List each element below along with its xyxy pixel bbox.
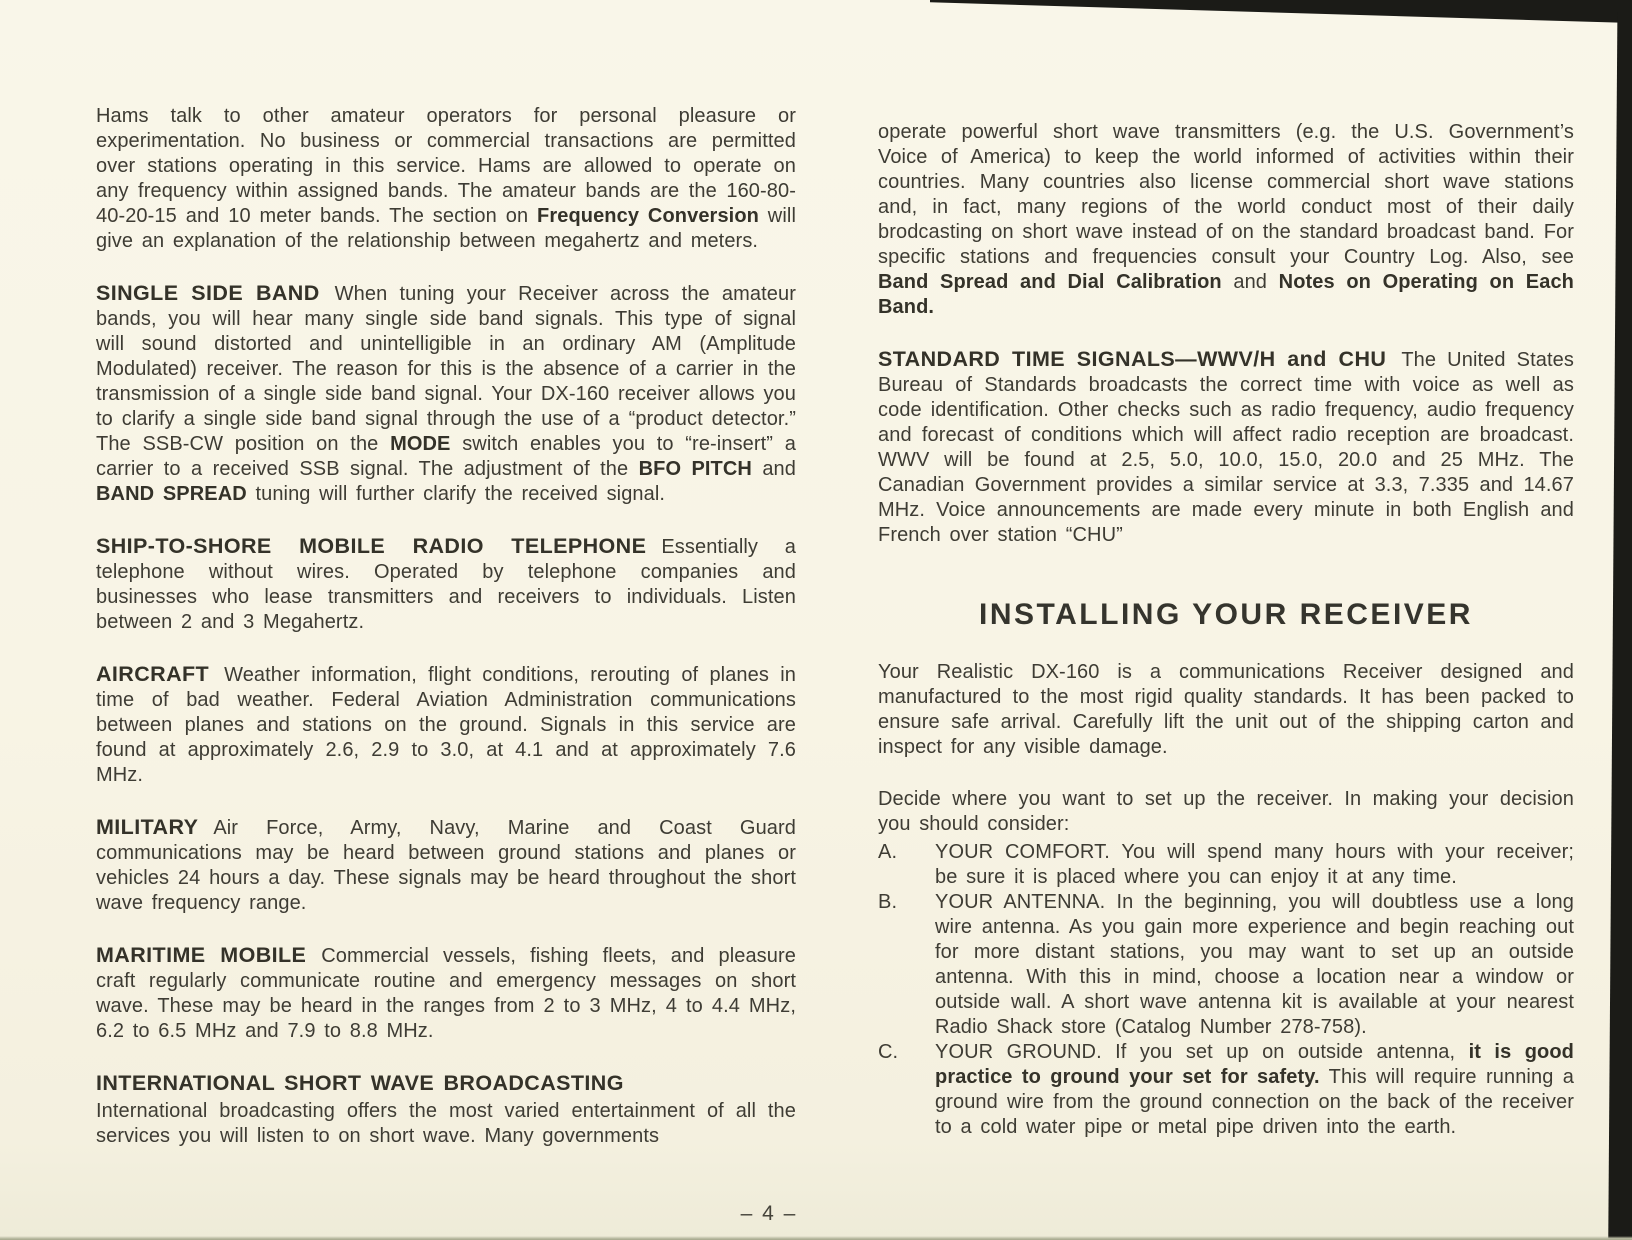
list-marker: B. [878, 891, 898, 913]
section-maritime-mobile [96, 943, 796, 1044]
scan-edge-bottom [0, 1236, 1632, 1240]
scan-edge-right [1605, 12, 1632, 1240]
paragraph-text: operate powerful short wave transmitters (e.g. the U.S. Government’s Voice of America) to keep the world informed of activities within their countries. Many countries also license commercial short wave stations and, in fact, many regions of the world conduct most of their daily brodcasting on short wave instead of on the standard broadcast band. For specific stations and frequencies consult your Country Log. Also, see [878, 121, 1574, 268]
paragraph-text: and [1221, 271, 1279, 293]
page-number: – 4 – [740, 1202, 798, 1225]
section-title-military: MILITARY [96, 815, 199, 839]
section-title-single-side-band: SINGLE SIDE BAND [96, 281, 320, 305]
bold-mode: MODE [390, 433, 451, 455]
paragraph-text: and [751, 458, 797, 480]
list-marker: C. [878, 1041, 899, 1063]
bold-notes-on-operating: Notes on Operating on Each Band. [878, 271, 1574, 318]
list-item-your-comfort [878, 840, 1574, 890]
right-column [878, 120, 1574, 1140]
bold-band-spread: BAND SPREAD [96, 483, 247, 505]
paragraph-text: International broadcasting offers the most varied entertainment of all the services you will listen to on short wave. Many governments [96, 1100, 796, 1147]
paragraph-text: Weather information, flight conditions, rerouting of planes in time of bad weather. Federal Aviation Administration communications between planes and stations on the ground. Signals in this service are found at approximately 2.6, 2.9 to 3.0, at 4.1 and at approximately 7.6 MHz. [96, 664, 796, 786]
paragraph-installing-1: Your Realistic DX-160 is a communications Receiver designed and manufactured to the most rigid quality standards. It has been packed to ensure safe arrival. Carefully lift the unit out of the shipping carton and inspect for any visible damage. [878, 661, 1574, 758]
bold-frequency-conversion: Frequency Conversion [537, 205, 759, 227]
paragraph-decide: Decide where you want to set up the receiver. In making your decision you should consider: [878, 788, 1574, 835]
section-military [96, 815, 796, 916]
bold-ground-for-safety: it is good practice to ground your set for safety. [935, 1041, 1574, 1088]
bold-band-spread-dial-calibration: Band Spread and Dial Calibration [878, 271, 1222, 293]
scan-edge-top [930, 0, 1632, 23]
list-item-your-antenna [878, 890, 1574, 1040]
paragraph-ham-intro [96, 104, 796, 254]
paragraph-text: will give an explanation of the relationship between megahertz and meters. [96, 205, 796, 252]
section-title-international-shortwave: INTERNATIONAL SHORT WAVE BROADCASTING [96, 1071, 624, 1095]
paragraph-text: Essentially a telephone without wires. Operated by telephone companies and businesses who lease transmitters and receivers to individuals. Listen between 2 and 3 Megahertz. [96, 536, 796, 633]
left-column [96, 104, 796, 1176]
section-title-maritime-mobile: MARITIME MOBILE [96, 943, 307, 967]
paragraph-text: Commercial vessels, fishing fleets, and pleasure craft regularly communicate routine and emergency messages on short wave. These may be heard in the ranges from 2 to 3 MHz, 4 to 4.4 MHz, 6.2 to 6.5 MHz and 7.9 to 8.8 MHz. [96, 945, 796, 1042]
list-item-text: This will require running a ground wire from the ground connection on the back of the receiver to a cold water pipe or metal pipe driven into the earth. [935, 1066, 1574, 1138]
list-item-text: YOUR COMFORT. You will spend many hours with your receiver; be sure it is placed where you can enjoy it at any time. [935, 841, 1574, 888]
section-title-aircraft: AIRCRAFT [96, 662, 210, 686]
section-single-side-band [96, 281, 796, 507]
section-title-ship-to-shore: SHIP-TO-SHORE MOBILE RADIO TELEPHONE [96, 534, 647, 558]
section-aircraft [96, 662, 796, 788]
paragraph-text: Hams talk to other amateur operators for personal pleasure or experimentation. No business or commercial transactions are permitted over stations operating in this service. Hams are allowed to operate on any frequency within assigned bands. The amateur bands are the 160-80-40-20-15 and 10 meter bands. The section on [96, 105, 796, 227]
list-marker: A. [878, 841, 898, 863]
paragraph-text: When tuning your Receiver across the amateur bands, you will hear many single side band signals. This type of signal will sound distorted and unintelligible in an ordinary AM (Amplitude Modulated) receiver. The reason for this is the absence of a carrier in the transmission of a single side band signal. Your DX-160 receiver allows you to clarify a single side band signal through the use of a “product detector.” The SSB-CW position on the [96, 283, 796, 455]
section-ship-to-shore [96, 534, 796, 635]
list-item-text: YOUR GROUND. If you set up on outside antenna, [935, 1041, 1469, 1063]
paragraph-text: Air Force, Army, Navy, Marine and Coast Guard communications may be heard between ground stations and planes or vehicles 24 hours a day. These signals may be heard throughout the short wave frequency range. [96, 817, 796, 914]
list-item-your-ground [878, 1040, 1574, 1140]
section-international-shortwave [96, 1071, 796, 1149]
paragraph-text: switch enables you to “re-insert” a carrier to a received SSB signal. The adjustment of the [96, 433, 796, 480]
list-item-text: YOUR ANTENNA. In the beginning, you will doubtless use a long wire antenna. As you gain more experience and begin reaching out for more distant stations, you may want to set up an outside antenna. With this in mind, choose a location near a window or outside wall. A short wave antenna kit is available at your nearest Radio Shack store (Catalog Number 278-758). [935, 891, 1574, 1038]
section-standard-time-signals [878, 347, 1574, 548]
paragraph-text: The United States Bureau of Standards broadcasts the correct time with voice as well as code identification. Other checks such as radio frequency, audio frequency and forecast of conditions which will affect radio reception are broadcast. WWV will be found at 2.5, 5.0, 10.0, 15.0, 20.0 and 25 MHz. The Canadian Government provides a similar service at 3.3, 7.335 and 14.67 MHz. Voice announcements are made every minute in both English and French over station “CHU” [878, 349, 1574, 546]
bold-bfo-pitch: BFO PITCH [638, 458, 752, 480]
paragraph-broadcasting-continuation [878, 120, 1574, 320]
section-title-standard-time-signals: STANDARD TIME SIGNALS—WWV/H and CHU [878, 347, 1387, 371]
installing-your-receiver-heading: INSTALLING YOUR RECEIVER [979, 598, 1473, 631]
paragraph-text: tuning will further clarify the received signal. [246, 483, 666, 505]
